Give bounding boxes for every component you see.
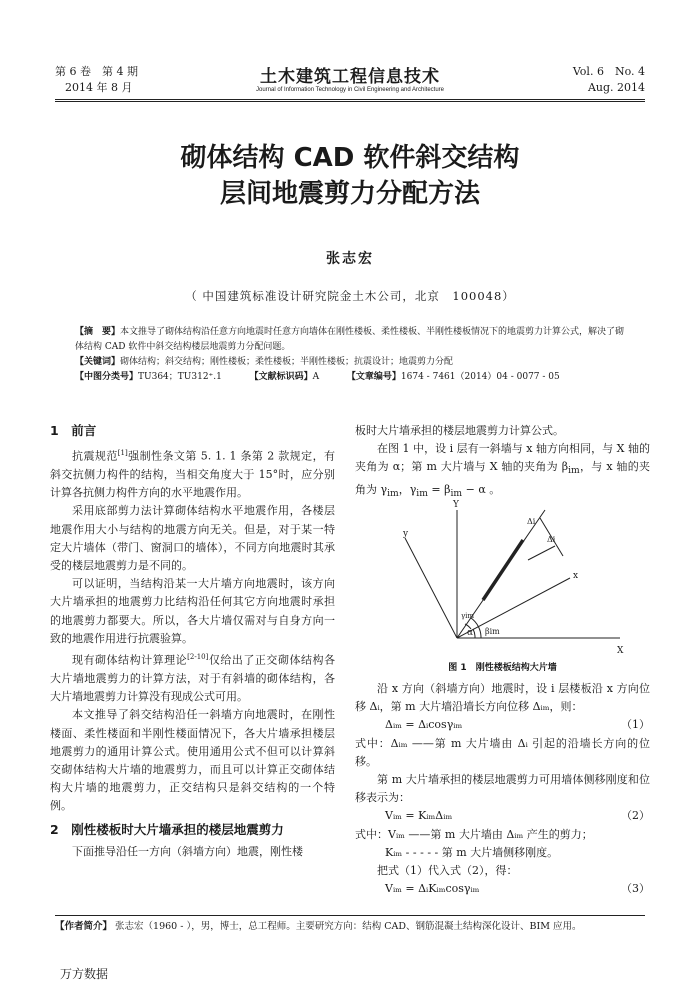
watermark: 万方数据	[60, 967, 109, 981]
paragraph: 沿 x 方向（斜墙方向）地震时，设 i 层楼板沿 x 方向位移 Δᵢ，第 m 大片墙沿墙长方向位移 Δᵢₘ，则：	[355, 682, 650, 714]
classification-row	[75, 370, 630, 385]
equation-number: （2）	[621, 809, 650, 823]
header-issue-en	[573, 64, 645, 96]
label-x: x	[573, 571, 579, 581]
header-date-en: Aug. 2014	[587, 81, 645, 94]
doc-code-value: A	[312, 372, 320, 382]
title-line-1: 砌体结构 CAD 软件斜交结构	[180, 143, 520, 173]
label-y: y	[403, 529, 409, 539]
paper-title	[0, 140, 700, 212]
abstract	[75, 325, 630, 355]
journal-title-en: Journal of Information Technology in Civil Engineering and Architecture	[256, 87, 444, 93]
x-axis-local	[457, 578, 570, 638]
where-clause: 式中：Vᵢₘ ——第 m 大片墙由 Δᵢₘ 产生的剪力；	[355, 827, 593, 841]
paragraph: 板时大片墙承担的楼层地震剪力计算公式。	[355, 424, 564, 437]
wall-m	[483, 540, 523, 600]
paragraph: 现有砌体结构计算理论[2-10]仅给出了正交砌体结构各大片墙地震剪力的计算方法，对于有斜墙的砌体结构，各大片墙地震剪力计算没有现成公式可用。	[50, 653, 335, 704]
journal-title-cn: 土木建筑工程信息技术	[260, 67, 440, 87]
label-Y: Y	[453, 500, 459, 510]
title-line-2: 层间地震剪力分配方法	[219, 179, 480, 209]
label-delta-wall: Δi	[547, 535, 556, 544]
where-clause: 式中：Δᵢₘ ——第 m 大片墙由 Δᵢ 引起的沿墙长方向的位移。	[355, 736, 650, 768]
label-delta-slab: Δi	[527, 517, 536, 526]
paragraph: 采用底部剪力法计算砌体结构水平地震作用，各楼层地震作用大小与结构的地震方向无关。但是，对于某一特定大片墙体（带门、窗洞口的墙体），不同方向地震时其承受的楼层地震剪力是不同的。	[50, 504, 335, 573]
clc-value: TU364；TU312⁺.1	[138, 372, 222, 382]
angle-alpha-arc	[473, 629, 475, 638]
citation: [2-10]	[187, 653, 209, 662]
keywords-label: 【关键词】	[75, 357, 121, 367]
right-column	[355, 422, 650, 503]
header-rule	[55, 99, 645, 100]
equation-number: （1）	[621, 718, 650, 732]
left-column	[50, 422, 335, 861]
equation-3: Vᵢₘ = ΔᵢKᵢₘcosγᵢₘ （3）	[355, 880, 650, 898]
label-X: X	[617, 646, 624, 656]
equation-2: Vᵢₘ = KᵢₘΔᵢₘ （2）	[355, 807, 650, 825]
displacement-arrow	[528, 546, 555, 560]
equation-1: Δᵢₘ = Δᵢcosγᵢₘ （1）	[355, 716, 650, 734]
right-column-lower	[355, 680, 650, 898]
label-beta: βim	[485, 627, 500, 636]
keywords	[75, 355, 630, 370]
citation: [1]	[117, 449, 128, 458]
header-volume-en: Vol. 6 No. 4	[572, 65, 645, 78]
label-alpha: α	[467, 628, 474, 638]
paragraph: 可以证明，当结构沿某一大片墙方向地震时，该方向大片墙承担的地震剪力比结构沿任何其它方向地震时承担的地震剪力都要大。所以，各大片墙仅需对与自身方向一致的地震作用进行抗震验算。	[50, 577, 335, 645]
header-volume-cn: 第 6 卷 第 4 期	[55, 65, 138, 78]
paragraph: 把式（1）代入式（2），得：	[377, 864, 518, 878]
paragraph: 下面推导沿任一方向（斜墙方向）地震，刚性楼	[72, 844, 303, 858]
abstract-text: 本文推导了砌体结构沿任意方向地震时任意方向墙体在刚性楼板、柔性楼板、半刚性楼板情况下的地震剪力计算公式，解决了砌体结构 CAD 软件中斜交结构楼层地震剪力分配问题。	[75, 327, 625, 352]
paragraph: 本文推导了斜交结构沿任一斜墙方向地震时，在刚性楼面、柔性楼面和半刚性楼面情况下，各大片墙承担楼层地震剪力的通用计算公式。使用通用公式不但可以计算斜交砌体结构大片墙的地震剪力，而且可以计算正交砌体结构大片墙的地震剪力，正交结构只是斜交结构的一个特例。	[50, 708, 335, 813]
author-footnote	[55, 920, 645, 934]
paragraph: 第 m 大片墙承担的楼层地震剪力可用墙体侧移刚度和位移表示为：	[355, 773, 650, 805]
abstract-block	[75, 325, 630, 385]
paragraph: 抗震规范[1]强制性条文第 5. 1. 1 条第 2 款规定，有斜交抗侧力构件的结构，当相交角度大于 15°时，应分别计算各抗侧力构件方向的水平地震作用。	[50, 449, 336, 500]
clc-label: 【中图分类号】	[75, 372, 139, 382]
paragraph: 在图 1 中，设 i 层有一斜墙与 x 轴方向相同，与 X 轴的夹角为 α；第 m 大片墙与 X 轴的夹角为 $\beta_{im}$，与 x 轴的夹角为 $\gamma_{im}$，$\gamma_{im} = \beta_{im} - \alpha$ 。	[355, 442, 650, 499]
header-issue-cn	[55, 64, 138, 96]
keywords-text: 砌体结构；斜交结构；刚性楼板；柔性楼板；半刚性楼板；抗震设计；地震剪力分配	[120, 357, 454, 367]
header-date-cn: 2014 年 8 月	[65, 81, 133, 94]
journal-masthead	[230, 62, 470, 93]
label-gamma: γim	[461, 612, 475, 620]
y-axis-local	[405, 538, 457, 638]
figure-1-caption: 图 1 刚性楼板结构大片墙	[448, 663, 557, 673]
where-clause: Kᵢₘ - - - - - 第 m 大片墙侧移刚度。	[385, 845, 559, 859]
abstract-label: 【摘 要】	[75, 327, 121, 337]
footnote-text: 张志宏（1960 - ），男，博士，总工程师。主要研究方向：结构 CAD、钢筋混凝土结构深化设计、BIM 应用。	[115, 921, 582, 932]
article-no-value: 1674 - 7461（2014）04 - 0077 - 05	[400, 372, 560, 382]
section-2-heading: 2 刚性楼板时大片墙承担的楼层地震剪力	[50, 821, 284, 837]
equation-number: （3）	[621, 882, 650, 896]
figure-1-diagram	[395, 498, 635, 658]
footnote-rule	[55, 915, 645, 916]
footnote-label: 【作者简介】	[55, 921, 113, 932]
author-name: 张志宏	[326, 251, 374, 267]
affiliation: （ 中国建筑标准设计研究院金土木公司，北京 100048）	[185, 289, 515, 303]
article-no-label: 【文章编号】	[346, 372, 401, 382]
header-rule-thin	[55, 101, 645, 102]
section-1-heading: 1 前言	[50, 423, 97, 438]
doc-code-label: 【文献标识码】	[249, 372, 313, 382]
